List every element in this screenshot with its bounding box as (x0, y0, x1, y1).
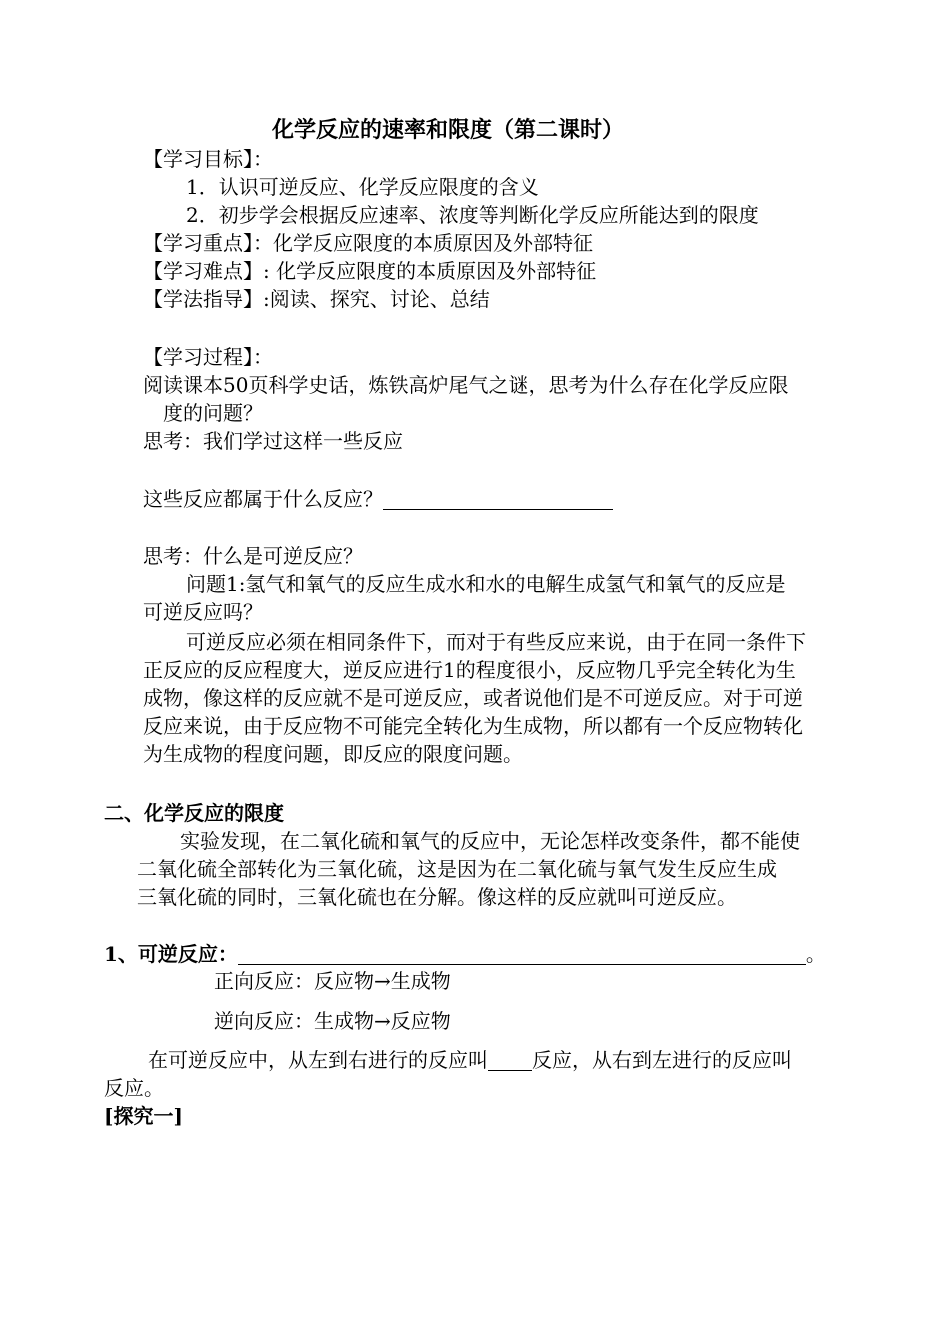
paragraph-line: 三氧化硫的同时，三氧化硫也在分解。像这样的反应就叫可逆反应。 (137, 885, 737, 909)
fill-text-b: 反应，从右到左进行的反应叫 (532, 1048, 792, 1072)
objective-item: 2．初步学会根据反应速率、浓度等判断化学反应所能达到的限度 (186, 203, 759, 227)
question-1: 问题1:氢气和氧气的反应生成水和水的电解生成氢气和氧气的反应是 (186, 572, 786, 596)
fill-text-a: 在可逆反应中，从左到右进行的反应叫 (148, 1048, 488, 1072)
explore-heading: [探究一] (104, 1104, 183, 1128)
forward-blank[interactable] (488, 1048, 532, 1071)
objective-item: 1．认识可逆反应、化学反应限度的含义 (186, 175, 539, 199)
definition-blank[interactable] (238, 942, 806, 965)
fill-sentence-cont: 反应。 (104, 1076, 164, 1100)
paragraph-line: 反应来说，由于反应物不可能完全转化为生成物，所以都有一个反应物转化 (143, 714, 803, 738)
study-method: 【学法指导】:阅读、探究、讨论、总结 (143, 287, 490, 311)
item-end: 。 (805, 942, 826, 966)
fill-sentence (148, 1046, 792, 1074)
item-label: 1、可逆反应： (104, 942, 238, 966)
reading-task: 阅读课本50页科学史话，炼铁高炉尾气之谜，思考为什么存在化学反应限 (143, 373, 789, 397)
reverse-reaction: 逆向反应：生成物→反应物 (214, 1009, 451, 1033)
think-prompt: 思考：什么是可逆反应？ (143, 544, 363, 568)
question-1-cont: 可逆反应吗？ (143, 600, 263, 624)
reading-task-cont: 度的问题？ (163, 401, 263, 425)
objectives-heading: 【学习目标】： (143, 147, 273, 171)
think-prompt: 思考：我们学过这样一些反应 (143, 429, 403, 453)
section-heading: 二、化学反应的限度 (104, 801, 284, 825)
key-points: 【学习重点】：化学反应限度的本质原因及外部特征 (143, 231, 593, 255)
paragraph-line: 成物，像这样的反应就不是可逆反应，或者说他们是不可逆反应。对于可逆 (143, 686, 803, 710)
paragraph-line: 实验发现，在二氧化硫和氧气的反应中，无论怎样改变条件，都不能使 (180, 829, 800, 853)
difficulties: 【学习难点】: 化学反应限度的本质原因及外部特征 (143, 259, 597, 283)
answer-blank[interactable] (383, 487, 613, 510)
reversible-reaction-item (104, 940, 826, 968)
question-belong (143, 485, 613, 513)
paragraph-line: 正反应的反应程度大，逆反应进行1的程度很小，反应物几乎完全转化为生 (143, 658, 796, 682)
process-heading: 【学习过程】： (143, 345, 273, 369)
question-belong-text: 这些反应都属于什么反应？ (143, 487, 383, 511)
paragraph-line: 可逆反应必须在相同条件下，而对于有些反应来说，由于在同一条件下 (186, 630, 806, 654)
paragraph-line: 为生成物的程度问题，即反应的限度问题。 (143, 742, 523, 766)
page-title: 化学反应的速率和限度（第二课时） (272, 117, 625, 143)
forward-reaction: 正向反应：反应物→生成物 (214, 969, 451, 993)
paragraph-line: 二氧化硫全部转化为三氧化硫，这是因为在二氧化硫与氧气发生反应生成 (137, 857, 777, 881)
